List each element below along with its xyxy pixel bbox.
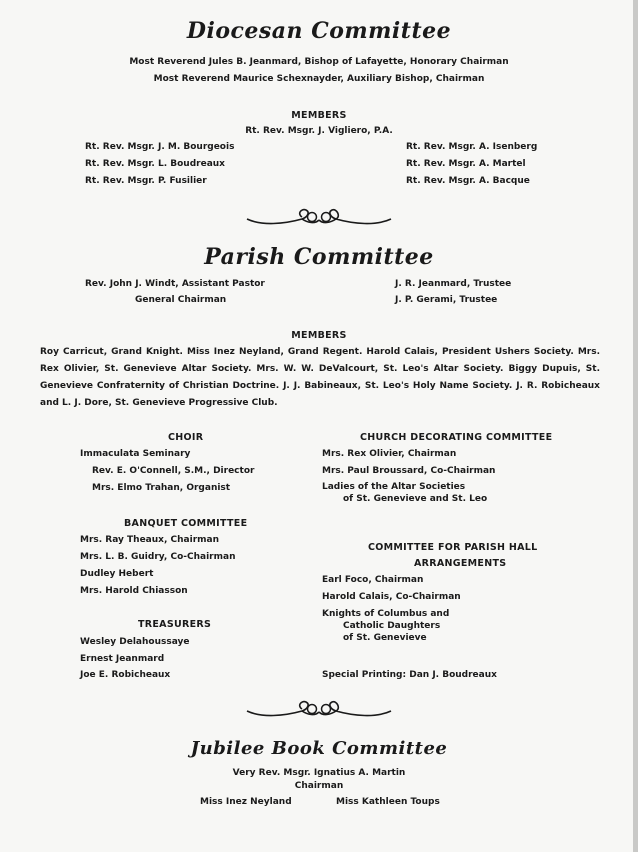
scroll-ornament-icon — [244, 696, 394, 722]
diocesan-chairman: Most Reverend Maurice Schexnayder, Auxiliary Bishop, Chairman — [153, 74, 485, 84]
church-decorating-heading: CHURCH DECORATING COMMITTEE — [360, 432, 553, 443]
diocesan-member: Rt. Rev. Msgr. P. Fusilier — [85, 176, 207, 186]
diocesan-lead-member: Rt. Rev. Msgr. J. Vigliero, P.A. — [245, 126, 393, 136]
parish-members-heading: MEMBERS — [291, 330, 347, 341]
special-printing: Special Printing: Dan J. Boudreaux — [322, 670, 497, 680]
scroll-ornament-icon — [244, 204, 394, 230]
diocesan-member: Rt. Rev. Msgr. L. Boudreaux — [85, 159, 225, 169]
church-decorating-line: of St. Genevieve and St. Leo — [343, 494, 488, 504]
treasurers-heading: TREASURERS — [138, 619, 212, 630]
parish-hall-heading-2: ARRANGEMENTS — [414, 558, 507, 569]
choir-line: Immaculata Seminary — [80, 449, 191, 459]
diocesan-committee-title: Diocesan Committee — [186, 18, 452, 44]
parish-hall-line: Knights of Columbus and — [322, 609, 450, 619]
jubilee-chairman-role: Chairman — [294, 781, 344, 791]
parish-trustee: J. R. Jeanmard, Trustee — [395, 279, 512, 289]
diocesan-honorary-chairman: Most Reverend Jules B. Jeanmard, Bishop of Lafayette, Honorary Chairman — [129, 57, 509, 67]
jubilee-member: Miss Inez Neyland — [200, 797, 292, 807]
diocesan-member: Rt. Rev. Msgr. A. Martel — [406, 159, 526, 169]
treasurer-line: Wesley Delahoussaye — [80, 637, 190, 647]
parish-hall-line: of St. Genevieve — [343, 633, 427, 643]
church-decorating-line: Mrs. Rex Olivier, Chairman — [322, 449, 457, 459]
parish-committee-title: Parish Committee — [204, 244, 434, 270]
parish-assistant-pastor: Rev. John J. Windt, Assistant Pastor — [85, 279, 265, 289]
parish-trustee: J. P. Gerami, Trustee — [395, 295, 498, 305]
banquet-line: Mrs. Ray Theaux, Chairman — [80, 535, 219, 545]
diocesan-member: Rt. Rev. Msgr. A. Bacque — [406, 176, 530, 186]
banquet-heading: BANQUET COMMITTEE — [124, 518, 248, 529]
parish-hall-heading: COMMITTEE FOR PARISH HALL — [368, 542, 538, 553]
parish-hall-line: Harold Calais, Co-Chairman — [322, 592, 461, 602]
church-decorating-line: Ladies of the Altar Societies — [322, 482, 466, 492]
jubilee-chairman-name: Very Rev. Msgr. Ignatius A. Martin — [232, 768, 406, 778]
banquet-line: Dudley Hebert — [80, 569, 154, 579]
parish-hall-line: Earl Foco, Chairman — [322, 575, 424, 585]
diocesan-member: Rt. Rev. Msgr. J. M. Bourgeois — [85, 142, 235, 152]
church-decorating-line: Mrs. Paul Broussard, Co-Chairman — [322, 466, 496, 476]
diocesan-left-members — [85, 139, 234, 190]
choir-line: Mrs. Elmo Trahan, Organist — [92, 483, 231, 493]
treasurer-line: Joe E. Robicheaux — [80, 670, 171, 680]
diocesan-members-heading: MEMBERS — [291, 110, 347, 121]
parish-hall-line: Catholic Daughters — [343, 621, 441, 631]
banquet-line: Mrs. Harold Chiasson — [80, 586, 188, 596]
treasurer-line: Ernest Jeanmard — [80, 654, 165, 664]
choir-line: Rev. E. O'Connell, S.M., Director — [92, 466, 255, 476]
diocesan-right-members — [406, 139, 537, 190]
jubilee-member: Miss Kathleen Toups — [336, 797, 440, 807]
banquet-line: Mrs. L. B. Guidry, Co-Chairman — [80, 552, 236, 562]
jubilee-book-committee-title: Jubilee Book Committee — [190, 738, 448, 759]
diocesan-member: Rt. Rev. Msgr. A. Isenberg — [406, 142, 538, 152]
choir-heading: CHOIR — [168, 432, 204, 443]
parish-general-chairman: General Chairman — [135, 295, 227, 305]
parish-members-paragraph: Roy Carricut, Grand Knight. Miss Inez Neyland, Grand Regent. Harold Calais, President Ushers Society. Mrs. Rex Olivier, St. Genevieve Altar Society. Mrs. W. W. DeValcourt, St. Leo's Altar Society. Biggy Dupuis, St. Genevieve Confraternity of Christian Doctrine. J. J. Babineaux, St. Leo's Holy Name Society. J. R. Robicheaux and L. J. Dore, St. Genevieve Progressive Club. — [40, 347, 600, 408]
